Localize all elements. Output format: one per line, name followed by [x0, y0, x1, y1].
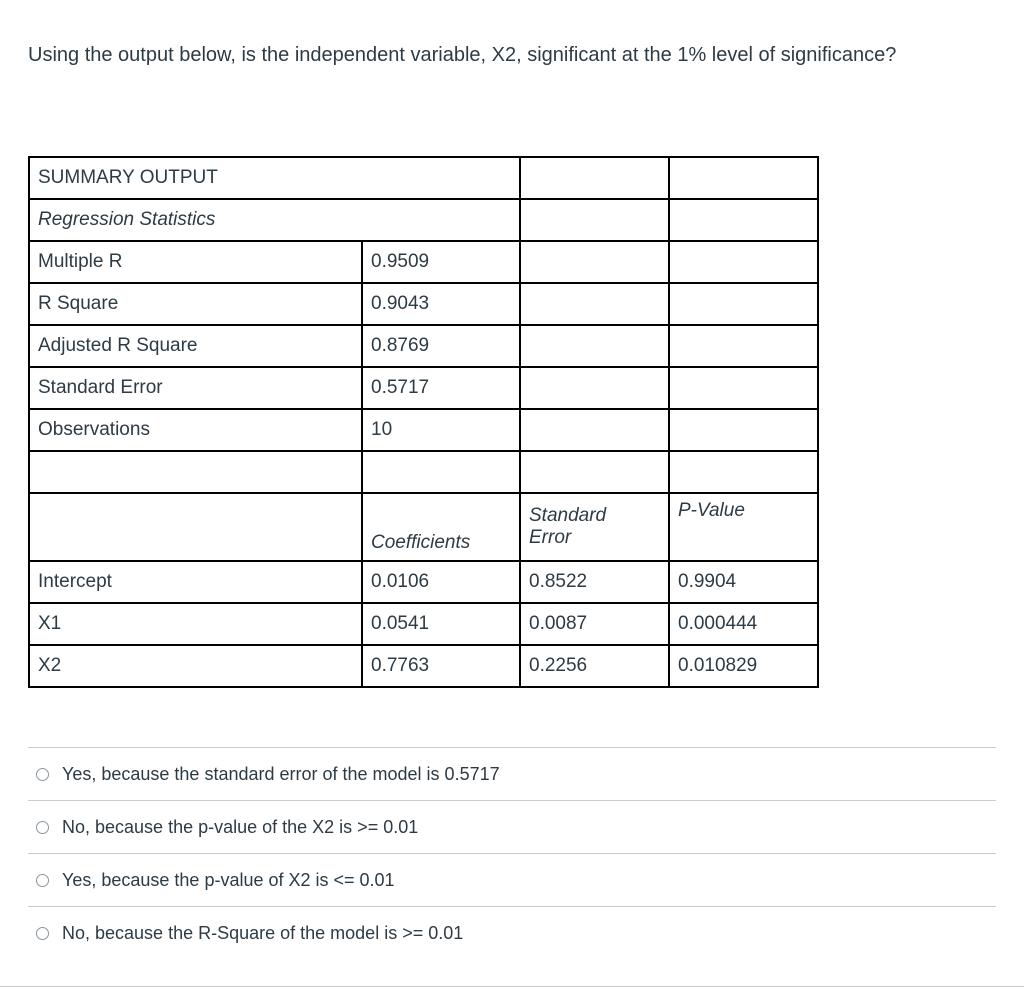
- standard-error-header-line1: Standard: [529, 505, 607, 526]
- empty-cell: [520, 451, 669, 493]
- coef-label: X2: [29, 645, 362, 687]
- table-row: [29, 157, 818, 199]
- empty-cell: [362, 451, 520, 493]
- question-text: Using the output below, is the independent variable, X2, significant at the 1% level of significance?: [28, 44, 897, 66]
- radio-button-icon[interactable]: [36, 821, 49, 834]
- answer-option-3[interactable]: [28, 853, 996, 906]
- answer-options: [28, 747, 996, 959]
- p-value: 0.9904: [669, 561, 818, 603]
- radio-button-icon[interactable]: [36, 768, 49, 781]
- empty-cell: [520, 157, 669, 199]
- summary-output-title: SUMMARY OUTPUT: [29, 157, 520, 199]
- footer-divider: [0, 986, 1024, 987]
- answer-option-4[interactable]: [28, 906, 996, 959]
- empty-cell: [520, 283, 669, 325]
- empty-cell: [669, 409, 818, 451]
- regression-statistics-header: Regression Statistics: [29, 199, 520, 241]
- table-row: [29, 409, 818, 451]
- stat-value: 0.9043: [362, 283, 520, 325]
- empty-cell: [669, 241, 818, 283]
- p-value: 0.010829: [669, 645, 818, 687]
- empty-cell: [520, 325, 669, 367]
- stat-label: R Square: [29, 283, 362, 325]
- stat-label: Adjusted R Square: [29, 325, 362, 367]
- empty-cell: [669, 367, 818, 409]
- stat-value: 10: [362, 409, 520, 451]
- table-row: [29, 493, 818, 561]
- table-row: [29, 645, 818, 687]
- empty-cell: [520, 241, 669, 283]
- answer-option-2[interactable]: [28, 800, 996, 853]
- standard-error-header: [520, 493, 669, 561]
- empty-cell: [29, 493, 362, 561]
- coef-value: 0.7763: [362, 645, 520, 687]
- empty-cell: [669, 157, 818, 199]
- stat-label: Observations: [29, 409, 362, 451]
- radio-button-icon[interactable]: [36, 927, 49, 940]
- table-row: [29, 451, 818, 493]
- table-row: [29, 241, 818, 283]
- empty-cell: [520, 199, 669, 241]
- answer-label: Yes, because the p-value of X2 is <= 0.01: [62, 869, 395, 890]
- empty-cell: [29, 451, 362, 493]
- p-value-header: P-Value: [669, 493, 818, 561]
- standard-error-header-line2: Error: [529, 527, 572, 548]
- coef-label: X1: [29, 603, 362, 645]
- table-row: [29, 561, 818, 603]
- empty-cell: [669, 325, 818, 367]
- stat-value: 0.8769: [362, 325, 520, 367]
- se-value: 0.2256: [520, 645, 669, 687]
- table-row: [29, 283, 818, 325]
- regression-summary-table: [28, 156, 819, 688]
- answer-label: No, because the R-Square of the model is >= 0.01: [62, 922, 464, 943]
- answer-label: Yes, because the standard error of the model is 0.5717: [62, 763, 500, 784]
- table-row: [29, 199, 818, 241]
- stat-value: 0.9509: [362, 241, 520, 283]
- coef-value: 0.0106: [362, 561, 520, 603]
- se-value: 0.8522: [520, 561, 669, 603]
- stat-label: Multiple R: [29, 241, 362, 283]
- p-value: 0.000444: [669, 603, 818, 645]
- stat-value: 0.5717: [362, 367, 520, 409]
- coef-label: Intercept: [29, 561, 362, 603]
- stat-label: Standard Error: [29, 367, 362, 409]
- table-row: [29, 325, 818, 367]
- radio-button-icon[interactable]: [36, 874, 49, 887]
- empty-cell: [669, 283, 818, 325]
- empty-cell: [669, 451, 818, 493]
- empty-cell: [520, 367, 669, 409]
- coefficients-header: Coefficients: [362, 493, 520, 561]
- table-row: [29, 603, 818, 645]
- coef-value: 0.0541: [362, 603, 520, 645]
- answer-label: No, because the p-value of the X2 is >= 0.01: [62, 816, 419, 837]
- empty-cell: [669, 199, 818, 241]
- se-value: 0.0087: [520, 603, 669, 645]
- table-row: [29, 367, 818, 409]
- empty-cell: [520, 409, 669, 451]
- answer-option-1[interactable]: [28, 747, 996, 800]
